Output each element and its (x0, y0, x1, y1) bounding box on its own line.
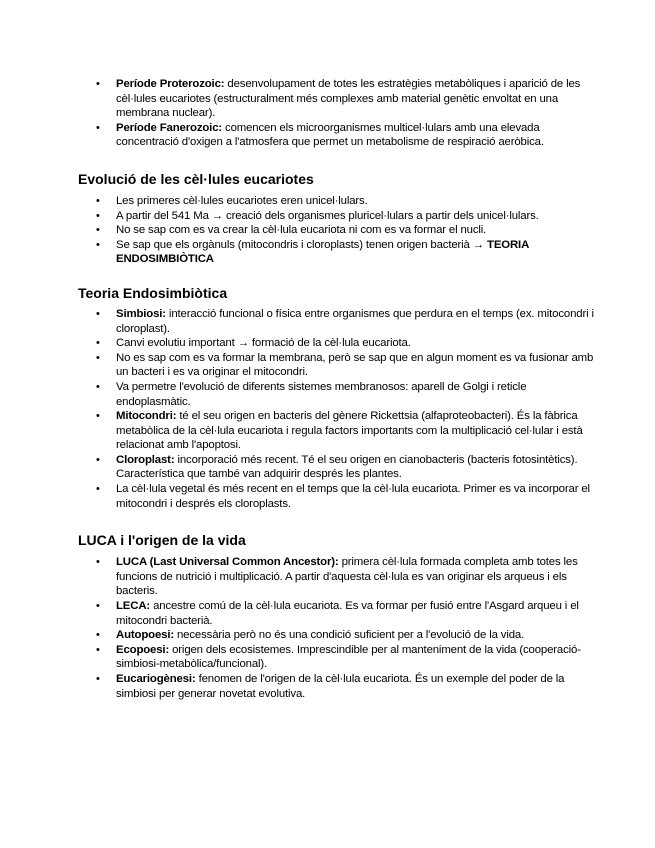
bullet-icon: • (96, 380, 100, 393)
bullet-list-endosymbiotic-theory (78, 307, 595, 511)
bullet-icon: • (96, 600, 100, 613)
list-item (96, 307, 595, 336)
item-text: desenvolupament de totes les estratègies metabòliques i aparició de les cèl·lules eucariotes (estructuralment més complexes amb material genètic envoltat en una membrana nuclear). (116, 78, 581, 120)
item-text: Va permetre l'evolució de diferents sistemes membranosos: aparell de Golgi i reticle endoplasmàtic. (116, 380, 527, 408)
list-item (96, 194, 595, 209)
term-label: Cloroplast: (116, 453, 175, 466)
bullet-list-eukaryote-evolution (78, 194, 595, 267)
list-item (96, 380, 595, 409)
term-label: Mitocondri: (116, 410, 177, 423)
list-item (96, 555, 595, 599)
bullet-icon: • (96, 673, 100, 685)
item-text: té el seu origen en bacteris del gènere Rickettsia (alfaproteobacteri). És la fàbrica metabòlica de la cèl·lula eucariota i regula factors importants com la multiplicació cel·lular i està relacionat amb l'apoptosi. (116, 410, 583, 452)
list-item (96, 351, 595, 380)
bullet-icon: • (96, 629, 100, 642)
bullet-icon: • (96, 351, 100, 364)
list-item (96, 121, 595, 150)
bullet-icon: • (96, 556, 100, 569)
list-item (96, 77, 595, 121)
item-text: ancestre comú de la cèl·lula eucariota. Es va formar per fusió entre l'Asgard arqueu i el mitocondri bacterià. (116, 600, 579, 627)
list-item (96, 643, 595, 672)
term-label: TEORIA ENDOSIMBIÒTICA (116, 238, 529, 266)
item-text: No es sap com es va formar la membrana, però se sap que en algun moment es va fusionar amb un bacteri i es va originar el mitocondri. (116, 351, 594, 379)
section-heading: Teoria Endosimbiòtica (78, 284, 228, 301)
list-item (96, 223, 595, 238)
bullet-icon: • (96, 194, 100, 207)
bullet-icon: • (96, 209, 100, 222)
section-heading: Evolució de les cèl·lules eucariotes (78, 170, 314, 187)
term-label: Període Proterozoic: (116, 78, 225, 90)
bullet-icon: • (96, 121, 100, 134)
bullet-icon: • (96, 337, 100, 350)
bullet-icon: • (96, 307, 100, 320)
item-text: Canvi evolutiu important → formació de la cèl·lula eucariota. (116, 337, 411, 350)
item-text: Se sap que els orgànuls (mitocondris i cloroplasts) tenen origen bacterià → (116, 238, 488, 251)
item-text: La cèl·lula vegetal és més recent en el temps que la cèl·lula eucariota. Primer es va incorporar el mitocondri i després els cloroplasts. (116, 483, 590, 510)
bullet-icon: • (96, 643, 100, 656)
section-heading: LUCA i l'origen de la vida (78, 532, 246, 549)
item-text: interacció funcional o física entre organismes que perdura en el temps (ex. mitocondri i cloroplast). (116, 307, 594, 335)
term-label: Període Fanerozoic: (116, 121, 223, 134)
list-item (96, 336, 595, 351)
item-text: necessària però no és una condició suficient per a l'evolució de la vida. (173, 629, 525, 642)
list-item (96, 453, 595, 482)
term-label: Autopoesi: (116, 629, 174, 642)
item-text: origen dels ecosistemes. Imprescindible per al manteniment de la vida (cooperació-simbiosi-metabòlica/funcional). (116, 643, 581, 671)
item-text: incorporació més recent. Té el seu origen en cianobacteris (bacteris fotosintètics). Característica que també van adquirir després les plantes. (116, 453, 578, 481)
bullet-icon: • (96, 78, 100, 90)
list-item (96, 628, 595, 643)
bullet-list-luca-origin (78, 555, 595, 701)
term-label: Eucariogènesi: (116, 673, 196, 685)
list-item (96, 409, 595, 453)
list-item (96, 238, 595, 267)
item-text: A partir del 541 Ma → creació dels organismes pluricel·lulars a partir dels unicel·lulars. (116, 209, 539, 222)
item-text: primera cèl·lula formada completa amb totes les funcions de nutrició i multiplicació. A partir d'aquesta cèl·lula es van originar els arqueus i els bacteris. (116, 556, 578, 598)
bullet-icon: • (96, 483, 100, 496)
item-text: Les primeres cèl·lules eucariotes eren unicel·lulars. (116, 194, 368, 207)
term-label: LECA: (116, 600, 151, 613)
list-item (96, 482, 595, 511)
bullet-icon: • (96, 410, 100, 423)
item-text: No se sap com es va crear la cèl·lula eucariota ni com es va formar el nucli. (116, 224, 487, 237)
bullet-icon: • (96, 224, 100, 237)
list-item (96, 672, 595, 701)
bullet-icon: • (96, 453, 100, 466)
item-text: fenomen de l'origen de la cèl·lula eucariota. És un exemple del poder de la simbiosi per generar novetat evolutiva. (116, 673, 565, 700)
bullet-icon: • (96, 238, 100, 251)
term-label: Simbiosi: (116, 307, 166, 320)
term-label: LUCA (Last Universal Common Ancestor): (116, 556, 339, 569)
item-text: comencen els microorganismes multicel·lulars amb una elevada concentració d'oxigen a l'atmosfera que permet un metabolisme de respiració aeròbica. (116, 121, 544, 149)
list-item (96, 209, 595, 224)
list-item (96, 599, 595, 628)
bullet-list-geologic-periods (78, 77, 595, 150)
term-label: Ecopoesi: (116, 643, 170, 656)
